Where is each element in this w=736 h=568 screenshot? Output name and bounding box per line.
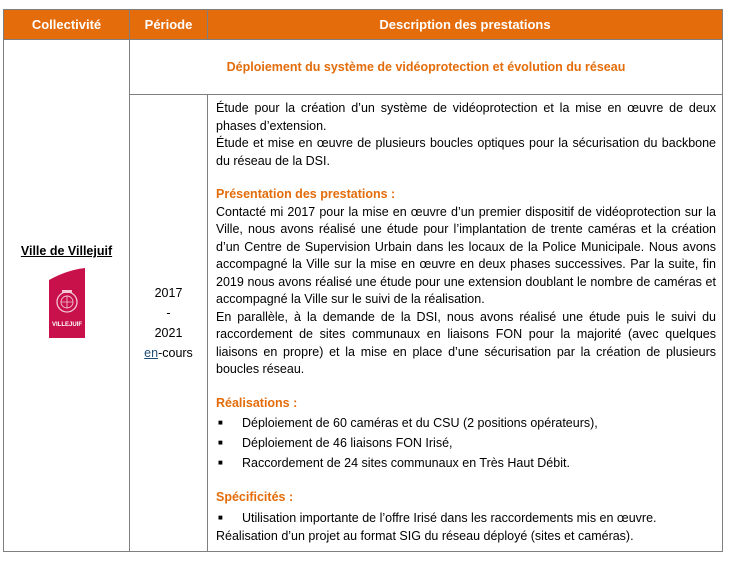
specificites-list (216, 508, 716, 528)
city-name: Ville de Villejuif (20, 244, 113, 258)
intro-paragraph: Étude pour la création d’un système de vidéoprotection et la mise en œuvre de deux phases d’extension. (216, 101, 716, 133)
header-periode: Période (130, 10, 208, 40)
specificites-heading: Spécificités : (216, 490, 294, 504)
periode-start: 2017 (154, 286, 183, 300)
status-suffix: -cours (158, 346, 193, 360)
header-row (4, 10, 723, 40)
logo-text: VILLEJUIF (51, 322, 82, 328)
list-item: ■ Déploiement de 60 caméras et du CSU (2 positions opérateurs), (216, 413, 716, 433)
bullet-icon: ■ (218, 512, 223, 522)
periode-separator: - (166, 306, 171, 320)
bullet-icon: ■ (218, 418, 223, 427)
periode-end: 2021 (154, 326, 183, 340)
header-description: Description des prestations (208, 10, 723, 40)
bullet-icon: ■ (218, 458, 223, 467)
references-table (3, 9, 723, 552)
list-item: ■ Déploiement de 46 liaisons FON Irisé, (216, 433, 716, 453)
villejuif-logo (47, 266, 87, 342)
periode-status (130, 343, 207, 363)
description-cell (208, 95, 723, 552)
header-collectivite: Collectivité (4, 10, 130, 40)
realisations-list (216, 413, 716, 473)
presentation-paragraph: Contacté mi 2017 pour la mise en œuvre d’un premier dispositif de vidéoprotection sur la Ville, nous avons réalisé une étude pour l’implantation de trente caméras et la création d’un Centre de Supervision Urbain dans les locaux de la Police Municipale. Nous avons accompagné la Ville sur la mise en œuvre en deux phases successives. Par la suite, fin 2019 nous avons réalisé une étude pour une extension doublant le nombre de caméras et accompagné la Ville sur le suivi de la réalisation. (216, 204, 716, 306)
periode-cell (130, 95, 208, 552)
project-subtitle: Déploiement du système de vidéoprotection et évolution du réseau (130, 40, 723, 95)
status-prefix: en (144, 346, 159, 360)
collectivite-cell (4, 40, 130, 552)
intro-paragraph: Étude et mise en œuvre de plusieurs boucles optiques pour la sécurisation du backbone du réseau de la DSI. (216, 136, 716, 168)
list-item: ■ Raccordement de 24 sites communaux en Très Haut Débit. (216, 453, 716, 473)
bullet-icon: ■ (218, 438, 223, 447)
list-item: ■ Utilisation importante de l’offre Irisé dans les raccordements mis en œuvre. (216, 508, 716, 528)
presentation-paragraph: En parallèle, à la demande de la DSI, nous avons réalisé une étude puis le suivi du raccordement de sites communaux en liaisons FON pour la majorité (avec quelques liaisons en propre) et la mise en place d’une sécurisation par la création de plusieurs boucles réseau. (216, 309, 716, 376)
presentation-heading: Présentation des prestations : (216, 187, 396, 201)
closing-paragraph: Réalisation d’un projet au format SIG du réseau déployé (sites et caméras). (216, 528, 634, 543)
realisations-heading: Réalisations : (216, 395, 298, 410)
subtitle-row (4, 40, 723, 95)
